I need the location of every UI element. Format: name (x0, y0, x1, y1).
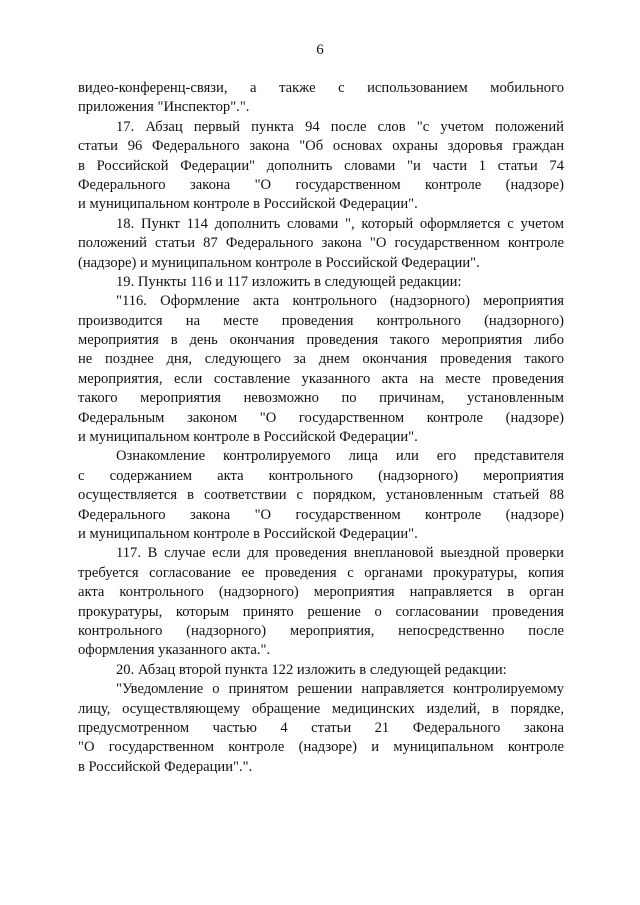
text-line: статьи 96 Федерального закона "Об основах охраны здоровья граждан (78, 138, 564, 155)
text-line: приложения "Инспектор".". (78, 99, 250, 116)
text-line: видео-конференц-связи, а также с использованием мобильного (78, 80, 564, 96)
text-line: такого мероприятия невозможно по причинам, установленным (78, 390, 564, 407)
text-line: требуется согласование ее проведения с органами прокуратуры, копия (78, 564, 564, 581)
text-line: оформления указанного акта.". (78, 642, 271, 659)
paragraph (78, 544, 564, 660)
text-line: Федерального закона "О государственном контроле (надзоре) (78, 506, 564, 523)
text-line: 20. Абзац второй пункта 122 изложить в следующей редакции: (116, 661, 507, 678)
paragraph (78, 661, 564, 680)
paragraph (78, 79, 564, 118)
text-line: мероприятия в день окончания проведения такого мероприятия либо (78, 332, 564, 349)
text-line: в Российской Федерации" дополнить словами "и части 1 статьи 74 (78, 157, 564, 174)
text-line: в Российской Федерации".". (78, 758, 253, 775)
text-line: осуществляется в соответствии с порядком, установленным статьей 88 (78, 487, 564, 504)
page-number: 6 (316, 42, 324, 58)
text-line: мероприятия, если составление указанного акта на месте проведения (78, 370, 564, 387)
paragraph (78, 292, 564, 447)
text-line: контрольного (надзорного) мероприятия, непосредственно после (78, 622, 564, 639)
text-line: и муниципальном контроле в Российской Федерации". (78, 525, 418, 542)
text-line: 17. Абзац первый пункта 94 после слов "с учетом положений (116, 118, 564, 135)
paragraph (78, 680, 564, 777)
text-line: Ознакомление контролируемого лица или его представителя (116, 448, 564, 465)
paragraph (78, 215, 564, 273)
text-line: 19. Пункты 116 и 117 изложить в следующей редакции: (116, 273, 462, 290)
text-line: 117. В случае если для проведения внеплановой выездной проверки (116, 545, 564, 562)
text-line: лицу, осуществляющему обращение медицинских изделий, в порядке, (78, 700, 564, 717)
text-line: и муниципальном контроле в Российской Федерации". (78, 196, 418, 213)
text-line: "116. Оформление акта контрольного (надзорного) мероприятия (116, 293, 564, 310)
text-line: "Уведомление о принятом решении направляется контролируемому (116, 681, 564, 698)
paragraph (78, 118, 564, 215)
text-line: не позднее дня, следующего за днем окончания проведения такого (78, 351, 564, 368)
document-body (78, 79, 564, 777)
text-line: положений статьи 87 Федерального закона "О государственном контроле (78, 235, 564, 252)
text-line: с содержанием акта контрольного (надзорного) мероприятия (78, 467, 564, 484)
text-line: предусмотренном частью 4 статьи 21 Федерального закона (78, 719, 564, 736)
text-line: акта контрольного (надзорного) мероприятия направляется в орган (78, 584, 564, 601)
text-line: 18. Пункт 114 дополнить словами ", который оформляется с учетом (116, 215, 564, 232)
text-line: и муниципальном контроле в Российской Федерации". (78, 429, 418, 446)
text-line: производится на месте проведения контрольного (надзорного) (78, 312, 564, 329)
text-line: "О государственном контроле (надзоре) и муниципальном контроле (78, 739, 564, 756)
text-line: прокуратуры, которым принято решение о согласовании проведения (78, 603, 564, 620)
text-line: (надзоре) и муниципальном контроле в Российской Федерации". (78, 254, 480, 271)
paragraph (78, 273, 564, 292)
paragraph (78, 447, 564, 544)
text-line: Федерального закона "О государственном контроле (надзоре) (78, 176, 564, 193)
text-line: Федеральным законом "О государственном контроле (надзоре) (78, 409, 564, 426)
